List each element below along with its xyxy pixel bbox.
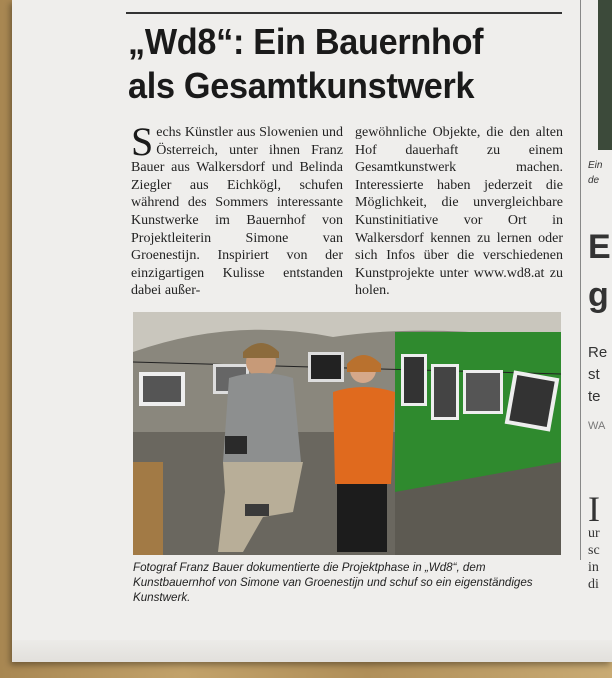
headline-rule	[126, 12, 562, 14]
fragment-dropcap: I	[588, 489, 600, 529]
photo-illustration	[133, 312, 561, 555]
photo-caption: Fotograf Franz Bauer dokumentierte die Projektphase in „Wd8“, dem Kunstbauernhof von Simone van Groenestijn und schuf so ein eigenständiges Kunstwerk.	[133, 561, 533, 604]
headline-line-1: „Wd8“: Ein Bauernhof	[128, 21, 484, 62]
adjacent-photo-fragment	[598, 0, 612, 150]
fragment-ur: ur	[588, 526, 600, 541]
fragment-st: st	[588, 366, 600, 383]
drop-cap: S	[131, 119, 154, 164]
fragment-in: in	[588, 560, 599, 575]
paper-lower-edge	[12, 640, 612, 662]
article-photo	[133, 312, 561, 555]
article-column-right	[355, 124, 563, 300]
fragment-sc: sc	[588, 543, 600, 558]
column-left-text: echs Künstler aus Slowenien und Österreich, unter ihnen Franz Bauer aus Walkersdorf und Belinda Ziegler aus Eichkögl, schufen während des Sommers interessante Kunstwerke im Bauernhof von Projektleiterin Simone van Groenestijn. Inspiriert von der einzigartigen Kulisse entstanden dabei außer-	[131, 125, 343, 299]
fragment-te: te	[588, 388, 601, 405]
article-column-left	[131, 119, 343, 300]
fragment-wa: WA	[588, 420, 606, 432]
column-right-text: gewöhnliche Objekte, die den alten Hof dauerhaft zu einem Gesamtkunstwerk machen. Interessierte haben jederzeit die Möglichkeit, die unvergleichbare Kunstinitiative vor Ort in Walkersdorf kennen zu lernen oder sich Infos über die verschiedenen Kunstprojekte unter www.wd8.at zu holen.	[355, 125, 563, 299]
article-headline	[128, 20, 546, 108]
fragment-de: de	[588, 175, 600, 186]
fragment-e: E	[588, 228, 611, 266]
fragment-g: g	[588, 276, 609, 314]
fragment-ein: Ein	[588, 160, 603, 171]
fragment-re: Re	[588, 344, 608, 361]
column-divider	[580, 0, 581, 560]
fragment-di: di	[588, 577, 599, 592]
headline-line-2: als Gesamtkunstwerk	[128, 65, 475, 106]
